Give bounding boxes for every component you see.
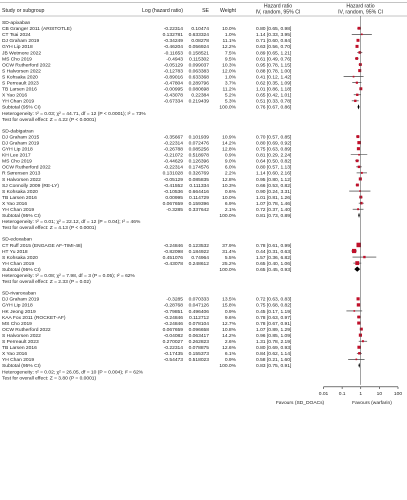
overall-effect-text: Test for overall effect: Z = 4.13 (P < 0.0001) <box>2 226 97 232</box>
study-loghr: -0.26788 <box>163 147 183 153</box>
study-se: 0.085835 <box>188 177 209 183</box>
study-hazard-ratio: 0.41 [0.12, 1.42] <box>256 75 292 81</box>
study-name: DJ Graham 2019 <box>2 297 40 303</box>
study-se: 0.159396 <box>188 201 209 207</box>
study-se: 0.111334 <box>189 183 209 189</box>
effect-square <box>355 45 358 48</box>
study-se: 0.518023 <box>188 358 209 364</box>
study-name: CB Granger 2011 (ARISTOTLE) <box>2 27 72 33</box>
study-se: 0.080698 <box>188 87 209 93</box>
study-weight: 11.2% <box>222 87 236 93</box>
study-hazard-ratio: 1.07 [0.89, 1.29] <box>256 327 292 333</box>
effect-square <box>361 172 363 174</box>
study-name: HT Yu 2018 <box>2 249 28 255</box>
effect-square <box>356 359 358 361</box>
study-weight: 10.0% <box>222 195 236 201</box>
study-weight: 6.0% <box>224 165 236 171</box>
study-hazard-ratio: 0.65 [0.42, 1.01] <box>256 93 292 99</box>
study-loghr: -0.24846 <box>163 315 183 321</box>
study-se: 0.085256 <box>188 147 209 153</box>
subtotal-hazard-ratio: 0.76 [0.67, 0.86] <box>256 105 292 111</box>
effect-square <box>356 135 359 138</box>
study-loghr: -0.21072 <box>163 153 183 159</box>
subtotal-weight: 100.0% <box>219 267 236 273</box>
study-se: 0.337642 <box>188 208 209 213</box>
study-weight: 10.9% <box>222 135 236 141</box>
study-hazard-ratio: 0.75 [0.68, 0.82] <box>256 303 292 309</box>
effect-square <box>360 202 363 205</box>
study-loghr: -0.67334 <box>163 99 183 105</box>
study-weight: 2.6% <box>224 340 236 345</box>
study-hazard-ratio: 0.66 [0.53, 0.82] <box>256 183 292 189</box>
heterogeneity-text: Heterogeneity: τ² = 0.02; χ² = 26.05, df = 10 (P = 0.004); I² = 62% <box>2 370 144 376</box>
study-weight: 5.5% <box>224 255 236 261</box>
subtotal-label: Subtotal (95% CI) <box>2 267 41 273</box>
study-loghr: -0.24846 <box>163 321 183 327</box>
study-loghr: -0.47804 <box>163 81 183 87</box>
study-loghr: -0.3285 <box>166 297 183 303</box>
study-weight: 5.3% <box>224 99 236 105</box>
study-loghr: -0.11653 <box>164 51 183 57</box>
study-weight: 13.5% <box>222 297 236 303</box>
study-weight: 0.9% <box>224 358 236 364</box>
study-name: S Perreault 2023 <box>2 81 39 87</box>
study-name: CT Ruff 2015 (ENGAGE AF-TIMI-48) <box>2 243 83 249</box>
study-se: 0.496406 <box>188 309 209 315</box>
study-name: TB Larsen 2016 <box>2 87 37 93</box>
effect-square <box>358 27 361 30</box>
study-name: X Yao 2016 <box>2 352 28 358</box>
effect-square <box>356 159 359 162</box>
study-name: GYH Lip 2018 <box>2 45 33 51</box>
subtotal-hazard-ratio: 0.81 [0.73, 0.89] <box>256 214 292 220</box>
study-hazard-ratio: 1.07 [0.78, 1.46] <box>256 201 292 207</box>
study-se: 0.126396 <box>188 159 209 165</box>
study-loghr: -0.05129 <box>163 177 183 183</box>
study-se: 0.063383 <box>188 69 209 75</box>
study-weight: 12.2% <box>222 45 236 51</box>
study-weight: 9.0% <box>224 159 236 165</box>
study-hazard-ratio: 0.44 [0.31, 0.63] <box>256 249 292 255</box>
subgroup-title: SD-dabigatran <box>2 129 34 135</box>
study-hazard-ratio: 1.14 [0.60, 2.16] <box>256 171 292 177</box>
study-weight: 7.5% <box>224 51 236 57</box>
study-name: YH Chan 2019 <box>2 208 35 213</box>
subgroup-title: SD-apixaban <box>2 21 31 26</box>
subtotal-hazard-ratio: 0.65 [0.45, 0.93] <box>256 267 292 273</box>
subtotal-weight: 100.0% <box>219 214 236 220</box>
study-loghr: 0.131028 <box>162 171 183 177</box>
study-loghr: -0.17435 <box>163 352 183 358</box>
study-weight: 14.2% <box>222 333 236 339</box>
study-weight: 10.8% <box>222 327 236 333</box>
study-weight: 10.0% <box>222 27 236 33</box>
study-hazard-ratio: 0.70 [0.57, 0.85] <box>256 135 292 141</box>
study-se: 0.072476 <box>188 141 209 147</box>
study-hazard-ratio: 1.57 [0.36, 6.82] <box>256 255 292 261</box>
effect-square <box>356 243 360 247</box>
study-name: S Perreault 2023 <box>2 340 39 345</box>
effect-square <box>357 147 360 150</box>
study-se: 0.518978 <box>188 153 209 159</box>
study-name: KH Lee 2017 <box>2 153 31 159</box>
study-name: GYH Lip 2018 <box>2 147 33 153</box>
study-hazard-ratio: 0.95 [0.78, 1.15] <box>256 63 292 69</box>
study-loghr: -0.05129 <box>163 63 183 69</box>
effect-square <box>353 310 355 312</box>
study-hazard-ratio: 0.51 [0.33, 0.78] <box>256 99 292 105</box>
overall-effect-text: Test for overall effect: Z = 4.22 (P < 0.0001) <box>2 117 97 123</box>
study-se: 0.10474 <box>191 27 209 33</box>
study-name: S Halvorsen 2022 <box>2 177 41 183</box>
study-weight: 14.2% <box>222 141 236 147</box>
study-se: 0.078875 <box>188 346 209 352</box>
study-se: 0.099037 <box>188 63 209 69</box>
study-hazard-ratio: 0.71 [0.60, 0.84] <box>256 39 292 45</box>
study-name: OCW Rutherford 2022 <box>2 63 51 69</box>
subtotal-diamond <box>358 213 360 218</box>
overall-effect-text: Test for overall effect: Z = 3.80 (P = 0.0001) <box>2 376 97 382</box>
study-weight: 2.2% <box>224 171 236 177</box>
study-weight: 1.0% <box>224 33 236 39</box>
subgroup-title: SD-rivaroxaban <box>2 291 36 297</box>
study-name: S Kohsaka 2020 <box>2 255 38 261</box>
study-name: MS Cho 2019 <box>2 321 32 327</box>
study-hazard-ratio: 0.90 [0.24, 3.31] <box>256 189 292 195</box>
study-name: MS Cho 2019 <box>2 57 32 63</box>
study-name: R Sørensen 2013 <box>2 171 41 177</box>
study-hazard-ratio: 0.58 [0.21, 1.60] <box>256 358 292 364</box>
study-name: CT Tsai 2024 <box>2 33 31 39</box>
study-se: 0.633368 <box>188 75 209 81</box>
study-loghr: -0.35667 <box>163 135 183 141</box>
study-hazard-ratio: 0.75 [0.63, 0.89] <box>256 147 292 153</box>
study-weight: 12.8% <box>222 177 236 183</box>
study-weight: 25.2% <box>222 261 236 267</box>
study-weight: 12.6% <box>222 346 236 352</box>
study-weight: 5.2% <box>224 93 236 99</box>
column-header-weight: Weight <box>219 8 236 14</box>
study-loghr: 0.067659 <box>162 201 183 207</box>
effect-square <box>359 190 361 192</box>
x-axis-tick-label: 0.1 <box>338 391 346 397</box>
study-name: YH Chan 2019 <box>2 358 35 364</box>
effect-square <box>360 328 363 331</box>
study-se: 0.74964 <box>191 255 209 261</box>
study-loghr: -0.24846 <box>163 243 183 249</box>
study-name: SJ Connolly 2009 (RE-LY) <box>2 183 59 189</box>
effect-square <box>356 184 359 187</box>
study-hazard-ratio: 0.72 [0.63, 0.83] <box>256 297 292 303</box>
study-se: 0.22384 <box>191 93 209 99</box>
study-hazard-ratio: 0.84 [0.62, 1.14] <box>256 352 292 358</box>
study-weight: 15.8% <box>222 303 236 309</box>
study-weight: 10.3% <box>222 63 236 69</box>
study-hazard-ratio: 1.14 [0.33, 3.95] <box>256 33 292 39</box>
study-name: S Kohsaka 2020 <box>2 75 38 81</box>
heterogeneity-text: Heterogeneity: τ² = 0.01; χ² = 22.12, df = 12 (P = 0.04); I² = 46% <box>2 220 141 226</box>
study-weight: 1.0% <box>224 75 236 81</box>
study-loghr: -0.44629 <box>163 159 183 165</box>
study-se: 0.219439 <box>188 99 209 105</box>
study-loghr: 0.451076 <box>162 255 183 261</box>
effect-square <box>357 208 359 210</box>
study-se: 0.184922 <box>188 249 209 255</box>
study-loghr: -0.43078 <box>163 93 183 99</box>
study-hazard-ratio: 0.45 [0.17, 1.19] <box>256 309 292 315</box>
study-se: 0.047126 <box>188 303 209 309</box>
study-loghr: -0.04082 <box>163 333 183 339</box>
study-weight: 31.4% <box>222 249 236 255</box>
effect-square <box>357 141 360 144</box>
study-loghr: -0.89016 <box>163 75 183 81</box>
study-name: S Halvorsen 2022 <box>2 69 41 75</box>
study-hazard-ratio: 0.72 [0.37, 1.40] <box>256 208 292 213</box>
study-name: YH Chan 2019 <box>2 261 35 267</box>
study-weight: 12.7% <box>222 321 236 327</box>
effect-square <box>357 297 360 300</box>
study-weight: 6.1% <box>224 352 236 358</box>
study-se: 0.096658 <box>188 327 209 333</box>
effect-square <box>356 94 358 96</box>
study-se: 0.063417 <box>188 333 209 339</box>
study-loghr: 0.00995 <box>165 195 183 201</box>
effect-square <box>359 177 362 180</box>
effect-square <box>356 82 358 84</box>
study-loghr: -0.22314 <box>163 141 183 147</box>
study-hazard-ratio: 1.01 [0.86, 1.18] <box>256 87 292 93</box>
study-weight: 0.9% <box>224 153 236 159</box>
study-se: 0.056924 <box>188 45 209 51</box>
study-hazard-ratio: 0.81 [0.29, 2.24] <box>256 153 292 159</box>
study-name: MS Cho 2019 <box>2 159 32 165</box>
heterogeneity-text: Heterogeneity: τ² = 0.03; χ² = 44.71, df = 12 (P < 0.0001); I² = 73% <box>2 111 146 117</box>
study-weight: 3.7% <box>224 81 236 87</box>
study-hazard-ratio: 0.62 [0.35, 1.09] <box>256 81 292 87</box>
study-hazard-ratio: 0.80 [0.69, 0.93] <box>256 346 292 352</box>
study-loghr: -0.46204 <box>163 45 183 51</box>
study-loghr: 0.270027 <box>162 340 183 345</box>
column-header-plot: Hazard ratio <box>346 3 375 10</box>
column-header-se: SE <box>202 8 209 14</box>
study-se: 0.633324 <box>188 33 209 39</box>
study-weight: 9.5% <box>224 57 236 63</box>
study-se: 0.123532 <box>188 243 209 249</box>
study-name: TB Larsen 2016 <box>2 346 37 352</box>
subtotal-hazard-ratio: 0.83 [0.75, 0.91] <box>256 364 292 370</box>
study-loghr: -0.41552 <box>163 183 183 189</box>
study-hazard-ratio: 0.61 [0.49, 0.76] <box>256 57 292 63</box>
study-weight: 0.6% <box>224 189 236 195</box>
study-se: 0.155373 <box>188 352 209 358</box>
study-hazard-ratio: 0.96 [0.85, 1.09] <box>256 333 292 339</box>
study-loghr: -0.22314 <box>163 346 183 352</box>
effect-square <box>353 76 355 78</box>
study-hazard-ratio: 0.80 [0.65, 0.98] <box>256 27 292 33</box>
study-name: OCW Rutherford 2022 <box>2 327 51 333</box>
study-hazard-ratio: 0.80 [0.57, 1.13] <box>256 165 292 171</box>
column-header-hr-method: IV, random, 95% CI <box>255 9 301 16</box>
column-header-loghr: Log (hazard ratio) <box>142 8 183 14</box>
study-weight: 11.1% <box>222 39 236 45</box>
subtotal-label: Subtotal (95% CI) <box>2 214 41 220</box>
study-weight: 2.1% <box>224 208 236 213</box>
column-header-hr: Hazard ratio <box>263 3 293 10</box>
study-se: 0.326769 <box>188 171 209 177</box>
x-axis-tick-label: 10 <box>376 391 383 397</box>
study-hazard-ratio: 1.31 [0.78, 2.19] <box>256 340 292 345</box>
effect-square <box>363 256 365 258</box>
study-name: HK Jeong 2019 <box>2 309 36 315</box>
study-se: 0.115302 <box>188 57 209 63</box>
study-hazard-ratio: 1.01 [0.81, 1.26] <box>256 195 292 201</box>
effect-square <box>357 346 360 349</box>
effect-square <box>357 316 360 319</box>
study-name: TB Larsen 2016 <box>2 195 37 201</box>
study-weight: 37.9% <box>222 243 236 249</box>
column-header-study: Study or subgroup <box>2 8 45 14</box>
study-name: S Kohsaka 2020 <box>2 189 38 195</box>
study-se: 0.289796 <box>188 81 209 87</box>
study-name: DJ Graham 2015 <box>2 135 40 141</box>
study-se: 0.078104 <box>188 321 209 327</box>
heterogeneity-text: Heterogeneity: τ² = 0.08; χ² = 7.98, df = 3 (P = 0.05); I² = 62% <box>2 274 135 279</box>
study-loghr: -0.28768 <box>163 303 183 309</box>
overall-effect-text: Test for overall effect: Z = 2.33 (P = 0.02) <box>2 280 91 286</box>
x-axis-tick-label: 100 <box>393 391 403 397</box>
x-axis-tick-label: 1 <box>359 391 363 397</box>
study-se: 0.174576 <box>188 165 209 171</box>
study-loghr: -0.3285 <box>166 208 183 213</box>
study-hazard-ratio: 0.78 [0.67, 0.91] <box>256 321 292 327</box>
study-loghr: -0.22314 <box>163 27 183 33</box>
study-name: DJ Graham 2019 <box>2 39 40 45</box>
effect-square <box>357 39 360 42</box>
study-hazard-ratio: 0.64 [0.50, 0.82] <box>256 159 292 165</box>
study-se: 0.158521 <box>188 51 209 57</box>
study-weight: 6.9% <box>224 201 236 207</box>
study-se: 0.262823 <box>188 340 209 345</box>
effect-square <box>357 303 360 306</box>
study-hazard-ratio: 0.88 [0.78, 1.00] <box>256 69 292 75</box>
study-name: S Halvorsen 2022 <box>2 333 41 339</box>
study-hazard-ratio: 0.80 [0.69, 0.92] <box>256 141 292 147</box>
study-hazard-ratio: 0.95 [0.80, 1.12] <box>256 177 292 183</box>
study-hazard-ratio: 0.78 [0.61, 0.99] <box>256 243 292 249</box>
study-weight: 10.3% <box>222 183 236 189</box>
study-se: 0.248612 <box>188 261 209 267</box>
effect-square <box>359 63 362 66</box>
effect-square <box>355 57 358 60</box>
x-axis-tick-label: 0.01 <box>318 391 329 397</box>
study-loghr: -0.79851 <box>163 309 183 315</box>
study-loghr: -0.43078 <box>163 261 183 267</box>
study-loghr: 0.132781 <box>162 33 183 39</box>
effect-square <box>362 340 364 342</box>
study-name: KAA Fox 2011 (ROCKET-AF) <box>2 315 66 321</box>
study-loghr: -0.12783 <box>163 69 183 75</box>
study-name: YH Chan 2019 <box>2 99 35 105</box>
study-name: OCW Rutherford 2022 <box>2 165 51 171</box>
study-name: JB Wetmore 2022 <box>2 51 42 57</box>
favours-left-label: Favours (SD_DOACs) <box>275 400 325 406</box>
study-loghr: 0.067659 <box>162 327 183 333</box>
study-hazard-ratio: 0.89 [0.65, 1.21] <box>256 51 292 57</box>
study-se: 0.114729 <box>188 195 209 201</box>
effect-square <box>358 352 360 354</box>
study-se: 0.112712 <box>188 315 209 321</box>
favours-right-label: Favours (warfarin) <box>352 400 392 406</box>
subtotal-weight: 100.0% <box>219 105 236 111</box>
study-name: X Yao 2016 <box>2 201 28 207</box>
effect-square <box>352 249 356 253</box>
effect-square <box>361 33 363 35</box>
subtotal-diamond <box>358 363 360 368</box>
study-name: DJ Graham 2019 <box>2 141 40 147</box>
study-name: GYH Lip 2018 <box>2 303 33 309</box>
column-header-plot-method: IV, random, 95% CI <box>338 9 383 16</box>
subtotal-label: Subtotal (95% CI) <box>2 364 41 370</box>
study-weight: 12.8% <box>222 147 236 153</box>
study-loghr: -0.22314 <box>163 165 183 171</box>
study-se: 0.101939 <box>188 135 209 141</box>
study-hazard-ratio: 0.78 [0.63, 0.97] <box>256 315 292 321</box>
study-loghr: -0.10536 <box>163 189 183 195</box>
effect-square <box>358 154 360 156</box>
study-loghr: -0.82098 <box>163 249 183 255</box>
effect-square <box>358 166 360 168</box>
effect-square <box>355 261 359 265</box>
study-loghr: -0.54473 <box>163 358 183 364</box>
study-se: 0.664416 <box>188 189 209 195</box>
subtotal-label: Subtotal (95% CI) <box>2 105 41 111</box>
subgroup-title: SD-edoxaban <box>2 237 32 243</box>
study-se: 0.08278 <box>191 39 209 45</box>
subtotal-weight: 100.0% <box>219 364 236 370</box>
effect-square <box>357 322 360 325</box>
effect-square <box>354 100 356 102</box>
study-hazard-ratio: 0.63 [0.56, 0.70] <box>256 45 292 51</box>
study-weight: 9.6% <box>224 315 236 321</box>
study-name: X Yao 2016 <box>2 93 28 99</box>
study-loghr: -0.00995 <box>163 87 183 93</box>
subtotal-diamond <box>354 267 360 272</box>
study-se: 0.070333 <box>188 297 209 303</box>
study-weight: 0.9% <box>224 309 236 315</box>
subtotal-diamond <box>358 104 360 109</box>
study-hazard-ratio: 0.65 [0.40, 1.06] <box>256 261 292 267</box>
effect-square <box>359 334 362 337</box>
study-loghr: -0.34249 <box>163 39 183 45</box>
study-loghr: -0.4943 <box>166 57 183 63</box>
study-weight: 12.0% <box>222 69 236 75</box>
